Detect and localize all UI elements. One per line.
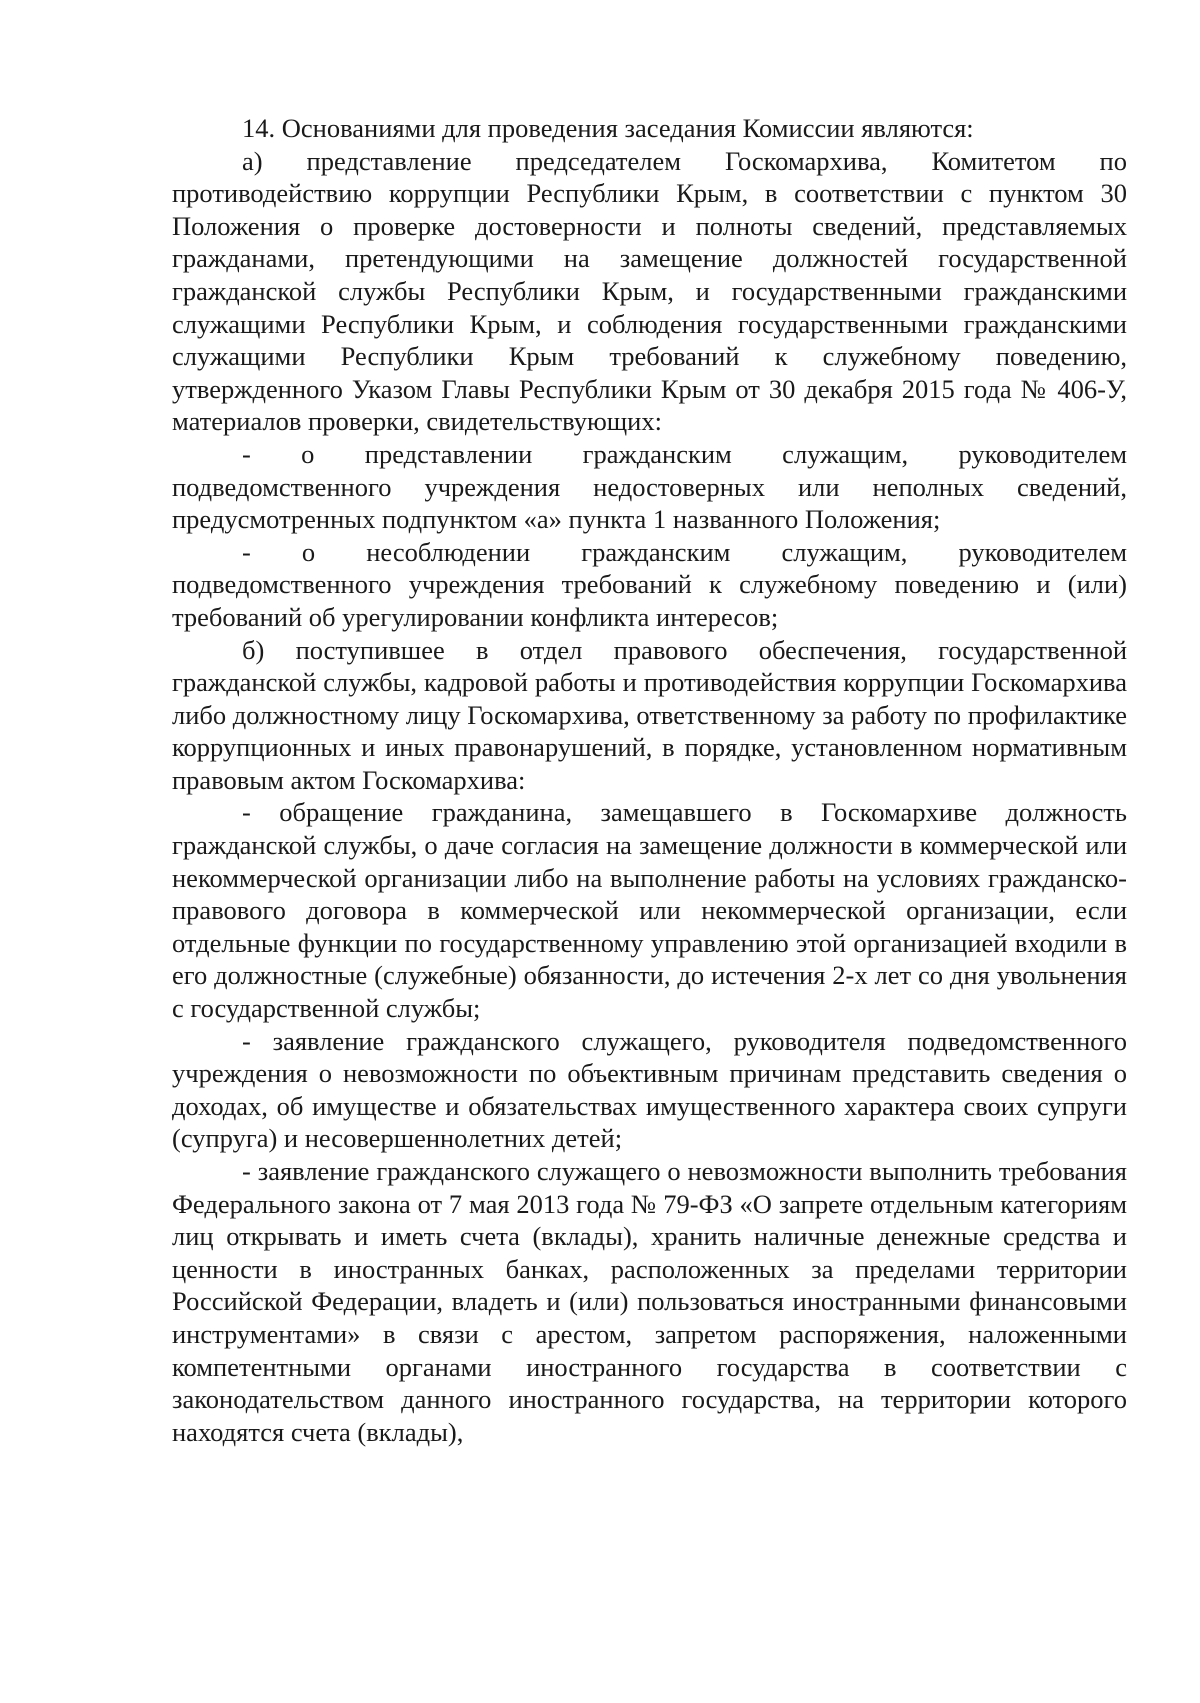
paragraph-b-item-2: - заявление гражданского служащего, руководителя подведомственного учреждения о невозможности по объективным причинам представить сведения о доходах, об имуществе и обязательствах имущественного характера своих супруги (супруга) и несовершеннолетних детей; [172, 1025, 1127, 1154]
paragraph-a: а) представление председателем Госкомархива, Комитетом по противодействию коррупции Республики Крым, в соответствии с пунктом 30 Положения о проверке достоверности и полноты сведений, представляемых гражданами, претендующими на замещение должностей государственной гражданской службы Республики Крым, и государственными гражданскими служащими Республики Крым, и соблюдения государственными гражданскими служащими Республики Крым требований к служебному поведению, утвержденного Указом Главы Республики Крым от 30 декабря 2015 года № 406-У, материалов проверки, свидетельствующих: [172, 145, 1127, 437]
paragraph-b-item-1: - обращение гражданина, замещавшего в Госкомархиве должность гражданской службы, о даче согласия на замещение должности в коммерческой или некоммерческой организации либо на выполнение работы на условиях гражданско-правового договора в коммерческой или некоммерческой организации, если отдельные функции по государственному управлению этой организацией входили в его должностные (служебные) обязанности, до истечения 2-х лет со дня увольнения с государственной службы; [172, 797, 1127, 1024]
document-page [172, 112, 1127, 1448]
paragraph-14-heading: 14. Основаниями для проведения заседания Комиссии являются: [242, 113, 974, 143]
paragraph-a-item-1: - о представлении гражданским служащим, руководителем подведомственного учреждения недостоверных или неполных сведений, предусмотренных подпунктом «а» пункта 1 названного Положения; [172, 438, 1127, 535]
paragraph-b: б) поступившее в отдел правового обеспечения, государственной гражданской службы, кадровой работы и противодействия коррупции Госкомархива либо должностному лицу Госкомархива, ответственному за работу по профилактике коррупционных и иных правонарушений, в порядке, установленном нормативным правовым актом Госкомархива: [172, 634, 1127, 795]
paragraph-a-item-2: - о несоблюдении гражданским служащим, руководителем подведомственного учреждения требований к служебному поведению и (или) требований об урегулировании конфликта интересов; [172, 536, 1127, 632]
paragraph-b-item-3: - заявление гражданского служащего о невозможности выполнить требования Федерального закона от 7 мая 2013 года № 79-ФЗ «О запрете отдельным категориям лиц открывать и иметь счета (вклады), хранить наличные денежные средства и ценности в иностранных банках, расположенных за пределами территории Российской Федерации, владеть и (или) пользоваться иностранными финансовыми инструментами» в связи с арестом, запретом распоряжения, наложенными компетентными органами иностранного государства в соответствии с законодательством данного иностранного государства, на территории которого находятся счета (вклады), [172, 1156, 1127, 1447]
